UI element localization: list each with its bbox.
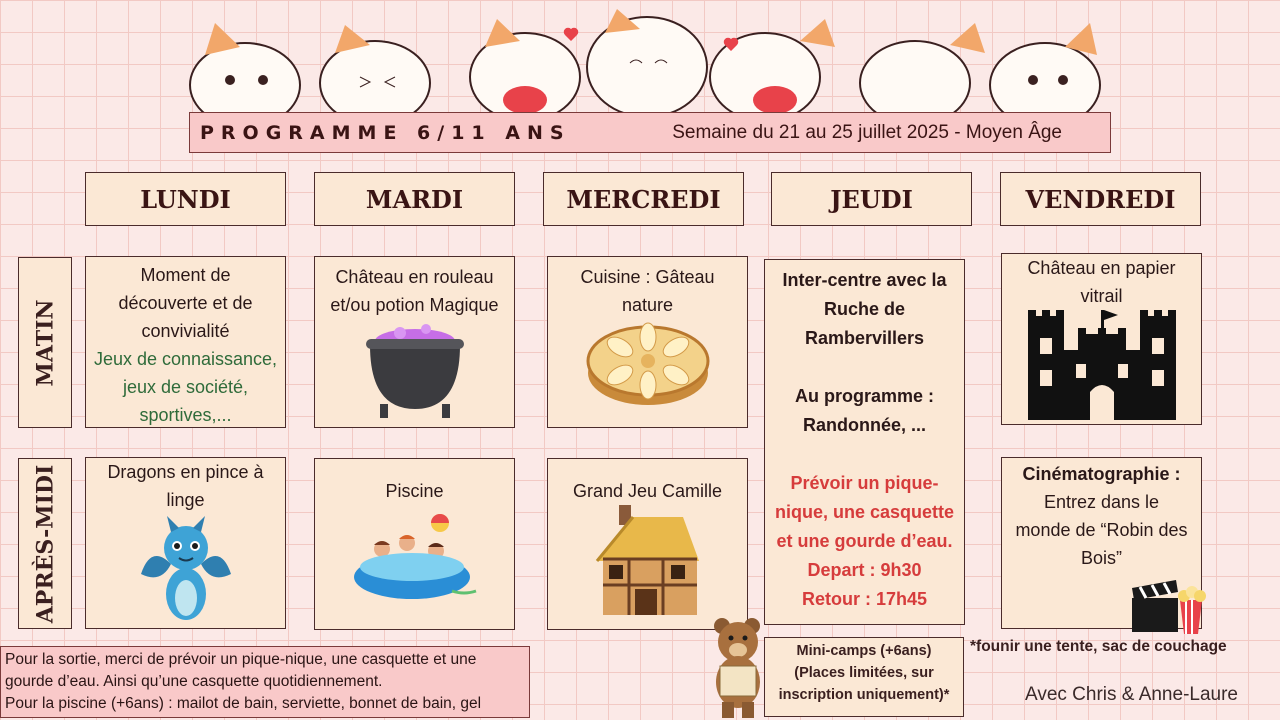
footer-note: Pour la sortie, merci de prévoir un pique-nique, une casquette et une gourde d’eau. Ainsi qu’une casquette quotidiennement. Pour la piscine (+6ans) : mailot de bain, serviette, bonnet de bain, gel	[0, 646, 530, 718]
day-header-wednesday: MERCREDI	[543, 172, 744, 226]
friday-morning-cell: Château en papier vitrail	[1001, 253, 1202, 425]
medieval-house-icon	[593, 505, 703, 615]
monday-afternoon-cell: Dragons en pince à linge	[85, 457, 286, 629]
clapperboard-popcorn-icon	[1130, 578, 1206, 634]
credits: Avec Chris & Anne-Laure	[1025, 684, 1238, 705]
period-label-morning: MATIN	[18, 257, 72, 428]
castle-icon	[1028, 310, 1176, 420]
program-title-bar	[189, 112, 1111, 153]
day-header-thursday: JEUDI	[771, 172, 972, 226]
wednesday-morning-cell: Cuisine : Gâteau nature	[547, 256, 748, 428]
apple-cake-icon	[586, 319, 710, 407]
friday-afternoon-cell: Cinématographie : Entrez dans le monde de “Robin des Bois”	[1001, 457, 1202, 629]
week-label: Semaine du 21 au 25 juillet 2025 - Moyen Âge	[672, 121, 1062, 143]
period-label-afternoon: APRÈS-MIDI	[18, 458, 72, 629]
tent-note: *founir une tente, sac de couchage	[970, 638, 1227, 655]
tuesday-afternoon-cell: Piscine	[314, 458, 515, 630]
day-header-monday: LUNDI	[85, 172, 286, 226]
cauldron-icon	[360, 319, 470, 419]
dragon-icon	[131, 514, 241, 624]
monday-morning-cell: Moment de découverte et de convivialité Jeux de connaissance, jeux de société, sportives,...	[85, 256, 286, 428]
program-title: PROGRAMME 6/11 ANS	[200, 121, 571, 144]
tuesday-morning-cell: Château en rouleau et/ou potion Magique	[314, 256, 515, 428]
wednesday-afternoon-cell: Grand Jeu Camille	[547, 458, 748, 630]
minicamp-box: Mini-camps (+6ans) (Places limitées, sur inscription uniquement)*	[764, 637, 964, 717]
day-header-tuesday: MARDI	[314, 172, 515, 226]
thursday-day-cell: Inter-centre avec la Ruche de Rambervillers Au programme : Randonnée, ... Prévoir un pique- nique, une casquette et une gourde d’eau. Depart : 9h30 Retour : 17h45	[764, 259, 965, 625]
pool-icon	[352, 505, 478, 605]
bear-explorer-icon	[708, 614, 768, 718]
day-header-friday: VENDREDI	[1000, 172, 1201, 226]
cats-banner-illustration	[185, 5, 1110, 115]
